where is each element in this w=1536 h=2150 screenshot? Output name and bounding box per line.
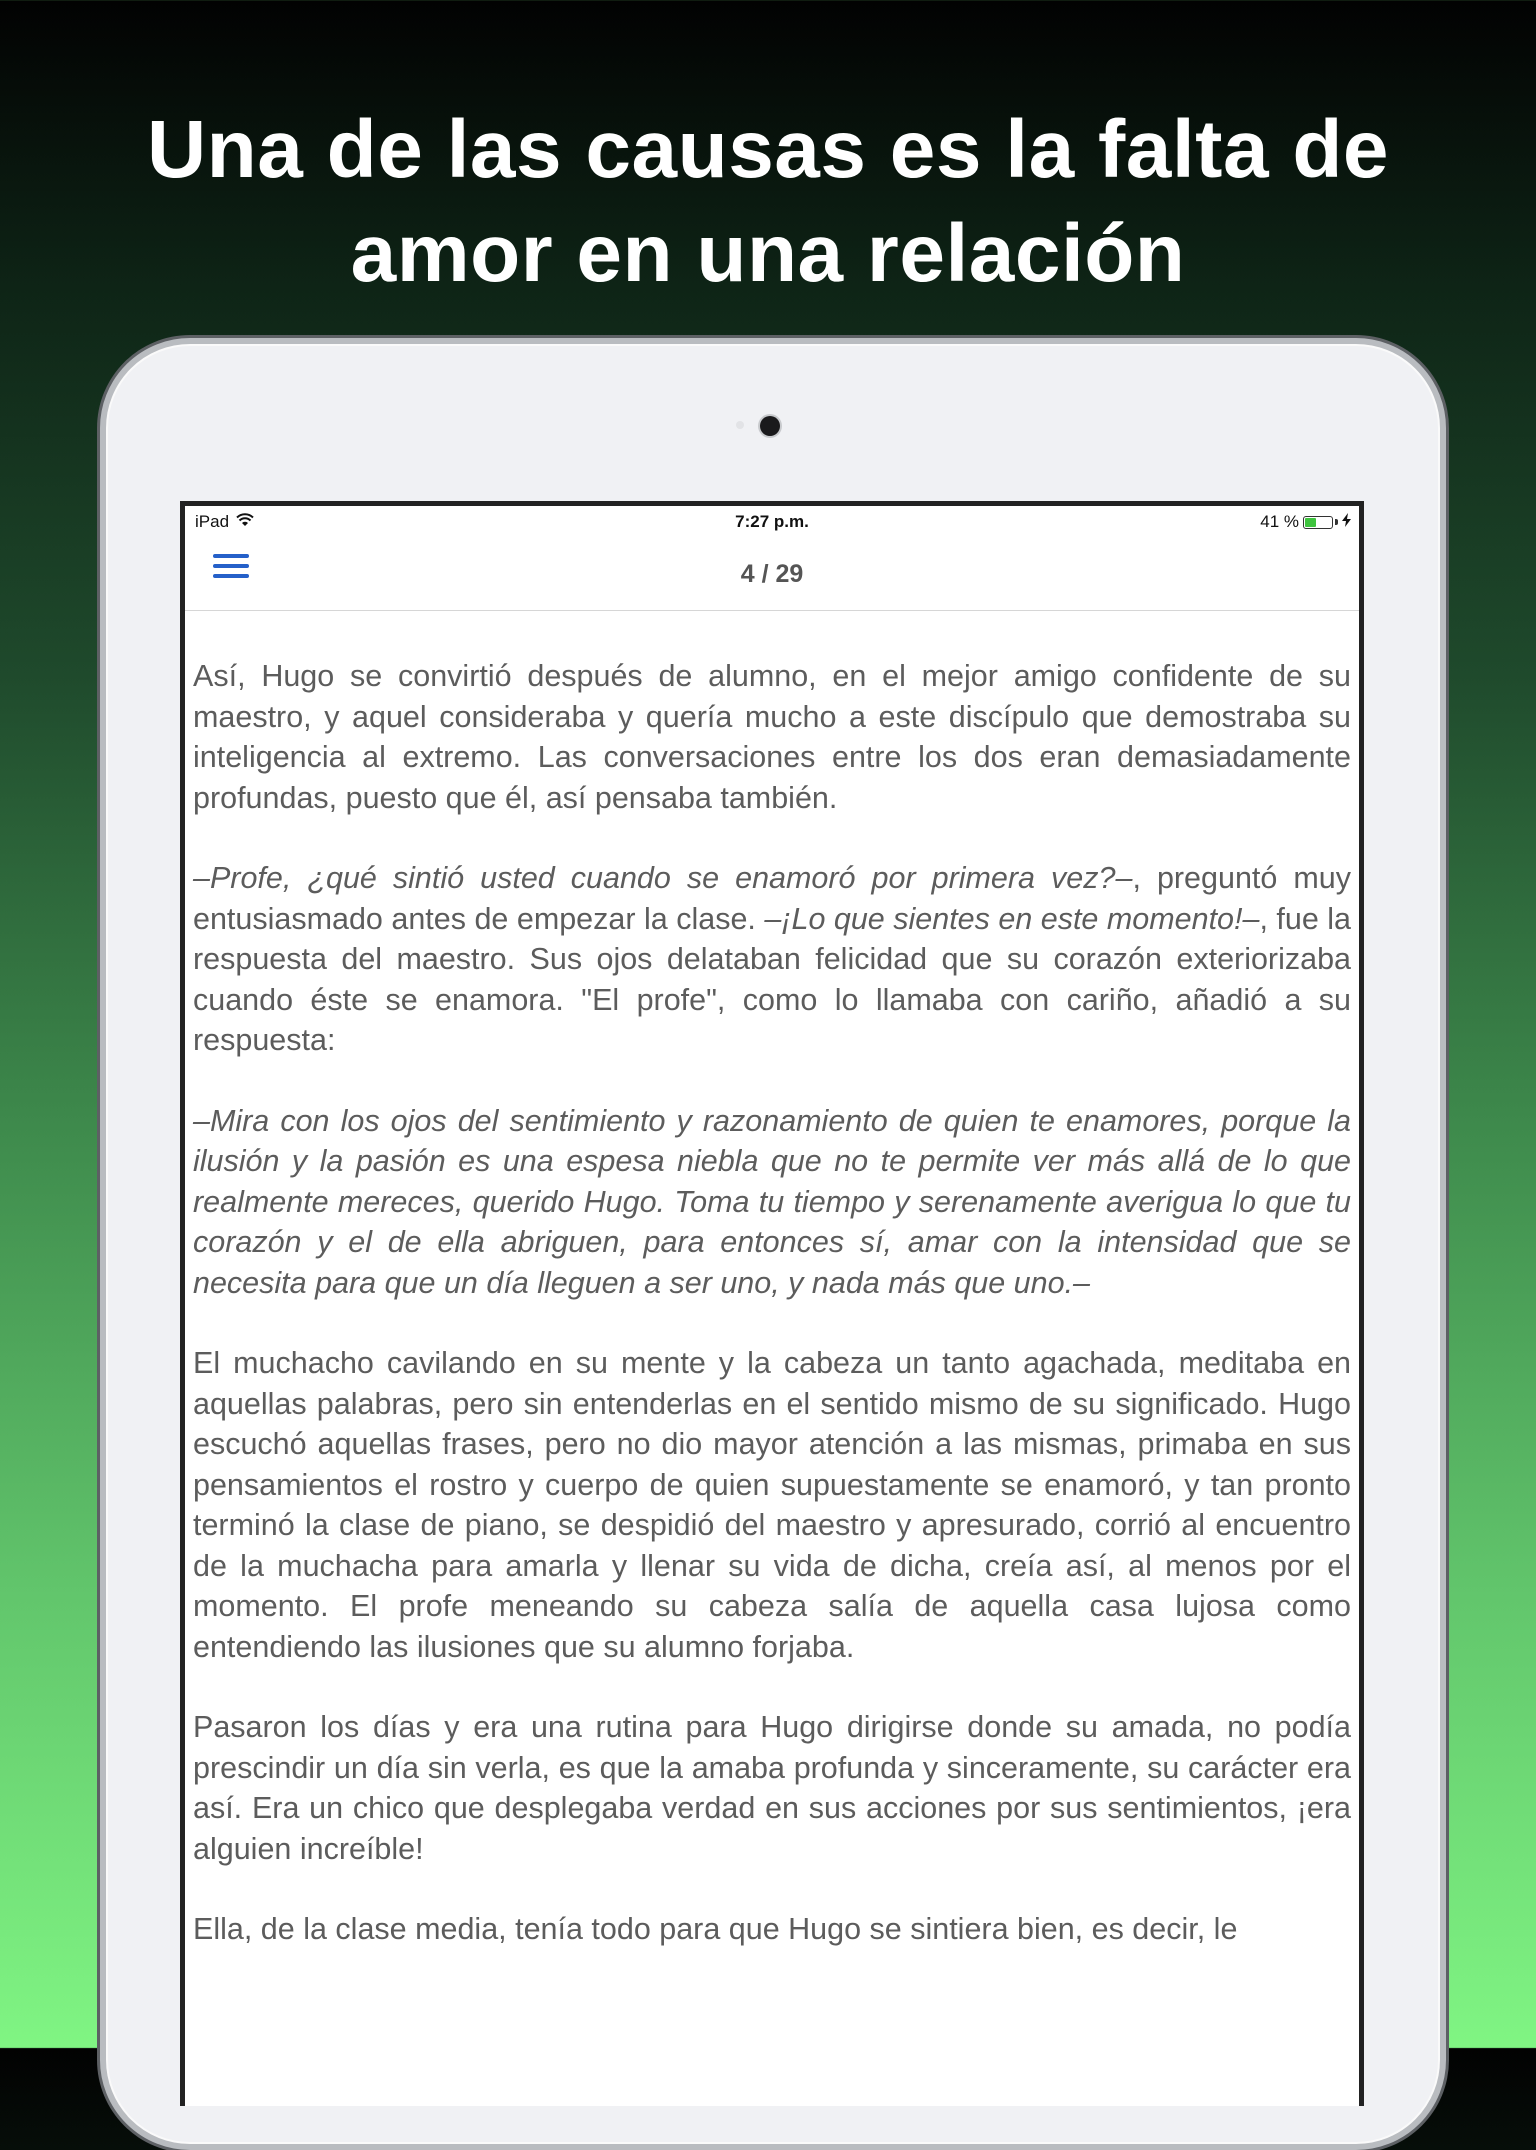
paragraph: Así, Hugo se convirtió después de alumno, en el mejor amigo confidente de su maestro, y aquel consideraba y quería mucho a este discípulo que demostraba su inteligencia al extremo. Las conversaciones entre los dos eran demasiadamente profundas, puesto que él, así pensaba también. (193, 659, 1351, 815)
paragraph (193, 858, 1351, 1061)
sensor-dot (736, 421, 744, 429)
dialogue-italic: –¡Lo que sientes en este momento!– (764, 901, 1260, 936)
charging-bolt-icon (1342, 512, 1351, 532)
battery-icon (1303, 516, 1333, 529)
dialogue-italic: –Profe, ¿qué sintió usted cuando se enamoró por primera vez?– (193, 861, 1133, 895)
device-label: iPad (195, 512, 230, 531)
reading-content[interactable] (193, 656, 1351, 1990)
ipad-screen (180, 501, 1364, 2106)
battery-tip (1335, 519, 1338, 525)
nav-bar (185, 536, 1359, 611)
paragraph: El muchacho cavilando en su mente y la cabeza un tanto agachada, meditaba en aquellas palabras, pero sin entenderlas en el sentido mismo de su significado. Hugo escuchó aquellas frases, pero no dio mayor atención a las mismas, primaba en sus pensamientos el rostro y cuerpo de quien supuestamente se enamoró, y tan pronto terminó la clase de piano, se despidió del maestro y apresurado, corrió al encuentro de la muchacha para amarla y llenar su vida de dicha, creía así, al menos por el momento. El profe meneando su cabeza salía de aquella casa lujosa como entendiendo las ilusiones que su alumno forjaba. (193, 1346, 1351, 1664)
dialogue-italic: –Mira con los ojos del sentimiento y razonamiento de quien te enamores, porque la ilusión y la pasión es una espesa niebla que no te permite ver más allá de lo que realmente mereces, querido Hugo. Toma tu tiempo y serenamente averigua lo que tu corazón y el de ella abriguen, para entonces sí, amar con la intensidad que se necesita para que un día lleguen a ser uno, y nada más que uno.– (193, 1103, 1351, 1300)
status-bar (185, 506, 1359, 536)
paragraph: Pasaron los días y era una rutina para Hugo dirigirse donde su amada, no podía prescindir un día sin verla, es que la amaba profunda y sinceramente, su carácter era así. Era un chico que desplegaba verdad en sus acciones por sus sentimientos, ¡era alguien increíble! (193, 1710, 1351, 1866)
headline: Una de las causas es la falta de amor en una relación (146, 104, 1390, 299)
battery-level (1305, 518, 1316, 527)
front-camera (760, 416, 780, 436)
narration: , fue la respuesta del maestro. Sus ojos delataban felicidad que su corazón exteriorizaba cuando éste se enamora. "El profe", como lo llamaba con cariño, añadió a su respuesta: (193, 901, 1352, 1057)
status-right (1260, 512, 1351, 532)
narration: , preguntó muy entusiasmado antes de empezar la clase. (193, 861, 1351, 936)
status-time: 7:27 p.m. (735, 512, 809, 531)
paragraph (193, 1101, 1351, 1304)
page-indicator: 4 / 29 (740, 560, 804, 588)
paragraph: Ella, de la clase media, tenía todo para que Hugo se sintiera bien, es decir, le (193, 1912, 1238, 1946)
battery-percent: 41 % (1260, 512, 1299, 531)
